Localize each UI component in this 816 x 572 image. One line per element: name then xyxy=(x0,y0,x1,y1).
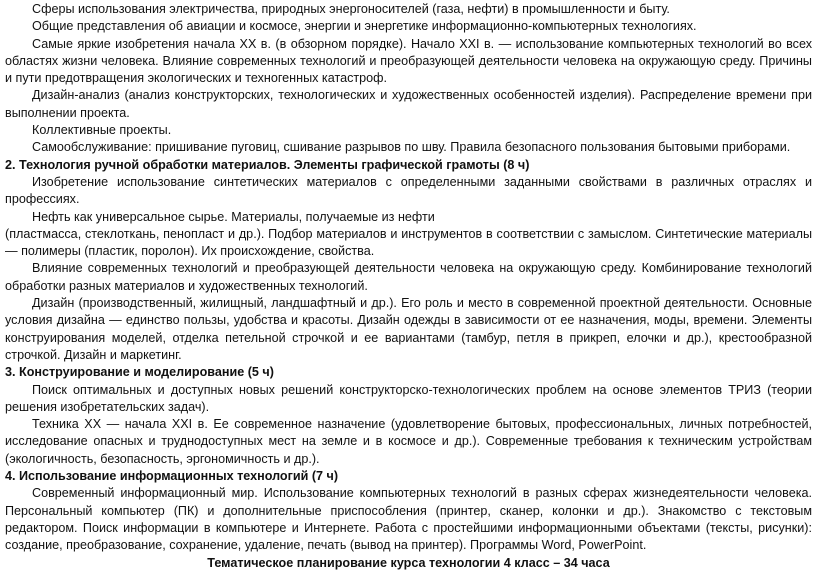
paragraph-design-analysis: Дизайн-анализ (анализ конструкторских, технологических и художественных особенностей изделия). Распределение времени при выполнении проекта. xyxy=(5,88,812,120)
paragraph-aviation-space: Общие представления об авиации и космосе, энергии и энергетике информационно-компьютерных технологиях. xyxy=(32,19,697,34)
paragraph-technology-xx-xxi: Техника XX — начала XXI в. Ее современное назначение (удовлетворение бытовых, профессиональных, личных потребностей, исследование опасных и труднодоступных мест на земле и в космосе и др.). Современные требования к техническим устройствам (экологичность, безопасность, эргономичность и др.). xyxy=(5,417,812,466)
paragraph-self-service: Самообслуживание: пришивание пуговиц, сшивание разрывов по шву. Правила безопасного пользования бытовыми приборами. xyxy=(32,140,791,155)
paragraph-information-world: Современный информационный мир. Использование компьютерных технологий в разных сферах жизнедеятельности человека. Персональный компьютер (ПК) и дополнительные приспособления (принтер, сканер, колонки и др.). Знакомство с текстовым редактором. Поиск информации в компьютере и Интернете. Работа с простейшими информационными объектами (тексты, рисунки): создание, преобразование, сохранение, удаление, печать (вывод на принтер). Программы Word, PowerPoint. xyxy=(5,486,812,553)
paragraph-triz: Поиск оптимальных и доступных новых решений конструкторско-технологических проблем на основе элементов ТРИЗ (теории решения изобретательских задач). xyxy=(5,382,812,414)
paragraph-inventions: Самые яркие изобретения начала XX в. (в обзорном порядке). Начало XXI в. — использование компьютерных технологий во всех областях жизни человека. Влияние современных технологий и преобразующей деятельности человека на окружающую среду. Причины и пути предотвращения экологических и техногенных катастроф. xyxy=(5,36,812,86)
bottom-title: Тематическое планирование курса технологии 4 класс – 34 часа xyxy=(207,555,610,570)
section-heading-4: 4. Использование информационных технологий (7 ч) xyxy=(5,469,339,484)
section-heading-2: 2. Технология ручной обработки материалов. Элементы графической грамоты (8 ч) xyxy=(5,157,530,172)
paragraph-synthetic-materials: Изобретение иcпользование синтетических материалов с определенными заданными свойствами в различных отраслях и профессиях. xyxy=(5,174,812,207)
paragraph-collective-projects: Коллективные проекты. xyxy=(32,123,172,138)
section-heading-3: 3. Конструирование и моделирование (5 ч) xyxy=(5,365,274,380)
paragraph-energy-usage: Сферы использования электричества, природных энергоносителей (газа, нефти) в промышленности и быту. xyxy=(32,2,670,16)
paragraph-design: Дизайн (производственный, жилищный, ландшафтный и др.). Его роль и место в современной проектной деятельности. Основные условия дизайна — единство пользы, удобства и красоты. Дизайн одежды в зависимости от ее назначения, моды, времени. Элементы конструирования моделей, отделка петельной строчкой и ее вариантами (тамбур, петля в прикреп, елочки и др.), крестообразной строчкой. Дизайн и маркетинг. xyxy=(5,296,812,362)
paragraph-oil-raw-material: Нефть как универсальное сырье. Материалы, получаемые из нефти xyxy=(32,209,435,224)
paragraph-plastics-continuation: (пластмасса, стеклоткань, пенопласт и др.). Подбор материалов и инструментов в соответствии с замыслом. Синтетические материалы — полимеры (пластик, поролон). Их происхождение, свойства. xyxy=(5,226,812,259)
paragraph-technology-impact: Влияние современных технологий и преобразующей деятельности человека на окружающую среду. Комбинирование технологий обработки разных материалов и художественных технологий. xyxy=(5,261,812,293)
